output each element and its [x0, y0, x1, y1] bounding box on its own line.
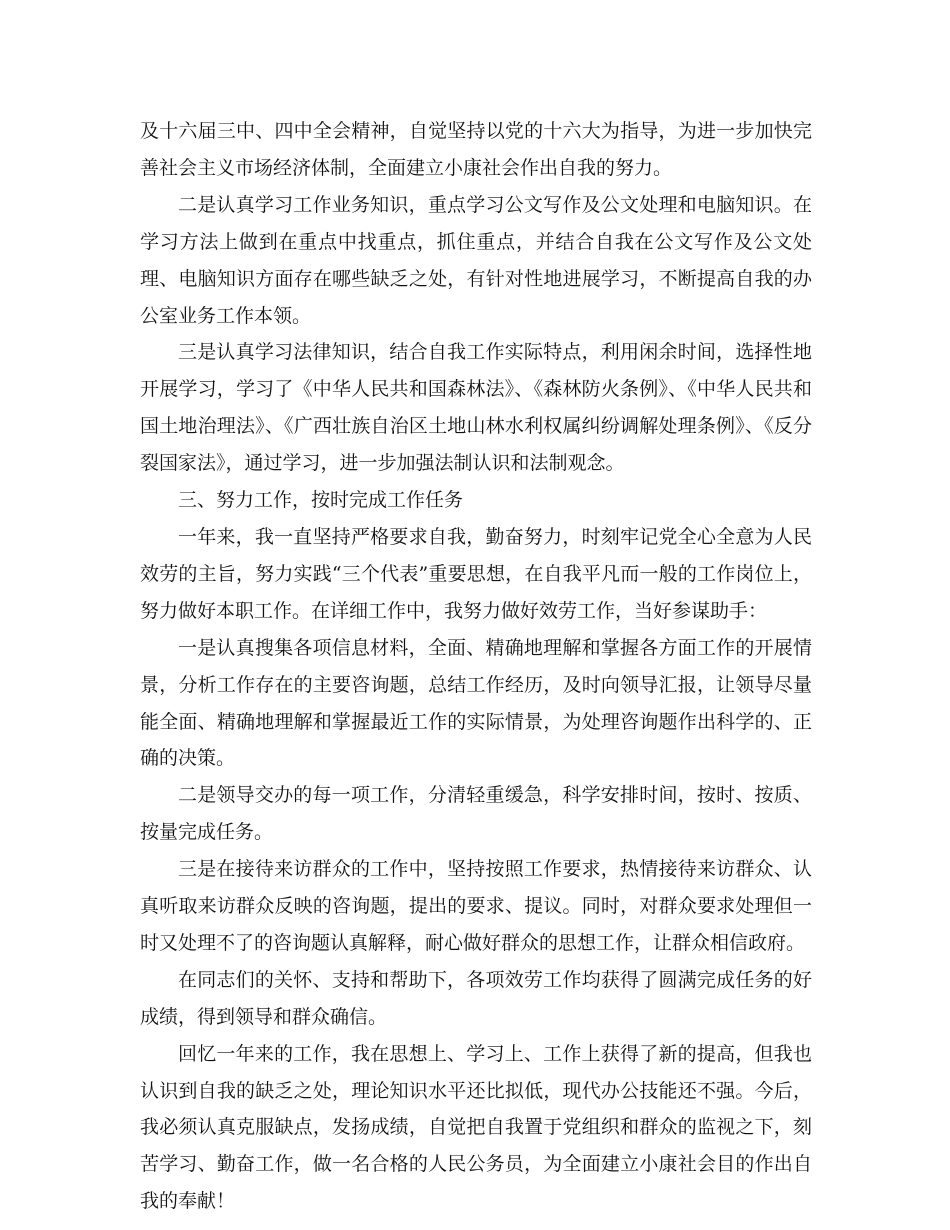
paragraph-assigned-tasks: 二是领导交办的每一项工作，分清轻重缓急，科学安排时间，按时、按质、按量完成任务。	[140, 784, 812, 844]
paragraph-study-business: 二是认真学习工作业务知识，重点学习公文写作及公文处理和电脑知识。在学习方法上做到在重点中找重点，抓住重点，并结合自我在公文写作及公文处理、电脑知识方面存在哪些缺乏之处，有针对性地进展学习，不断提高自我的办公室业务工作本领。	[140, 193, 812, 327]
paragraph-info-collection: 一是认真搜集各项信息材料，全面、精确地理解和掌握各方面工作的开展情景，分析工作存在的主要咨询题，总结工作经历，及时向领导汇报，让领导尽量能全面、精确地理解和掌握最近工作的实际情景，为处理咨询题作出科学的、正确的决策。	[140, 636, 812, 770]
paragraph-work-intro: 一年来，我一直坚持严格要求自我，勤奋努力，时刻牢记党全心全意为人民效劳的主旨，努力实践“三个代表”重要思想，在自我平凡而一般的工作岗位上，努力做好本职工作。在详细工作中，我努力做好效劳工作，当好参谋助手：	[140, 525, 812, 622]
paragraph-conclusion: 回忆一年来的工作，我在思想上、学习上、工作上获得了新的提高，但我也认识到自我的缺乏之处，理论知识水平还比拟低，现代办公技能还不强。今后，我必须认真克服缺点，发扬成绩，自觉把自我置于党组织和群众的监视之下，刻苦学习、勤奋工作，做一名合格的人民公务员，为全面建立小康社会目的作出自我的奉献！	[140, 1042, 812, 1213]
paragraph-continuation: 及十六届三中、四中全会精神，自觉坚持以党的十六大为指导，为进一步加快完善社会主义市场经济体制，全面建立小康社会作出自我的努力。	[140, 120, 812, 179]
document-body	[140, 113, 812, 1220]
section-heading-work: 三、努力工作，按时完成工作任务	[178, 489, 464, 512]
paragraph-study-law: 三是认真学习法律知识，结合自我工作实际特点，利用闲余时间，选择性地开展学习，学习了《中华人民共和国森林法》、《森林防火条例》、《中华人民共和国土地治理法》、《广西壮族自治区土地山林水利权属纠纷调解处理条例》、《反分裂国家法》，通过学习，进一步加强法制认识和法制观念。	[140, 341, 812, 475]
paragraph-receiving-visitors: 三是在接待来访群众的工作中，坚持按照工作要求，热情接待来访群众、认真听取来访群众反映的咨询题，提出的要求、提议。同时，对群众要求处理但一时又处理不了的咨询题认真解释，耐心做好群众的思想工作，让群众相信政府。	[140, 858, 812, 954]
paragraph-achievements: 在同志们的关怀、支持和帮助下，各项效劳工作均获得了圆满完成任务的好成绩，得到领导和群众确信。	[140, 968, 812, 1028]
